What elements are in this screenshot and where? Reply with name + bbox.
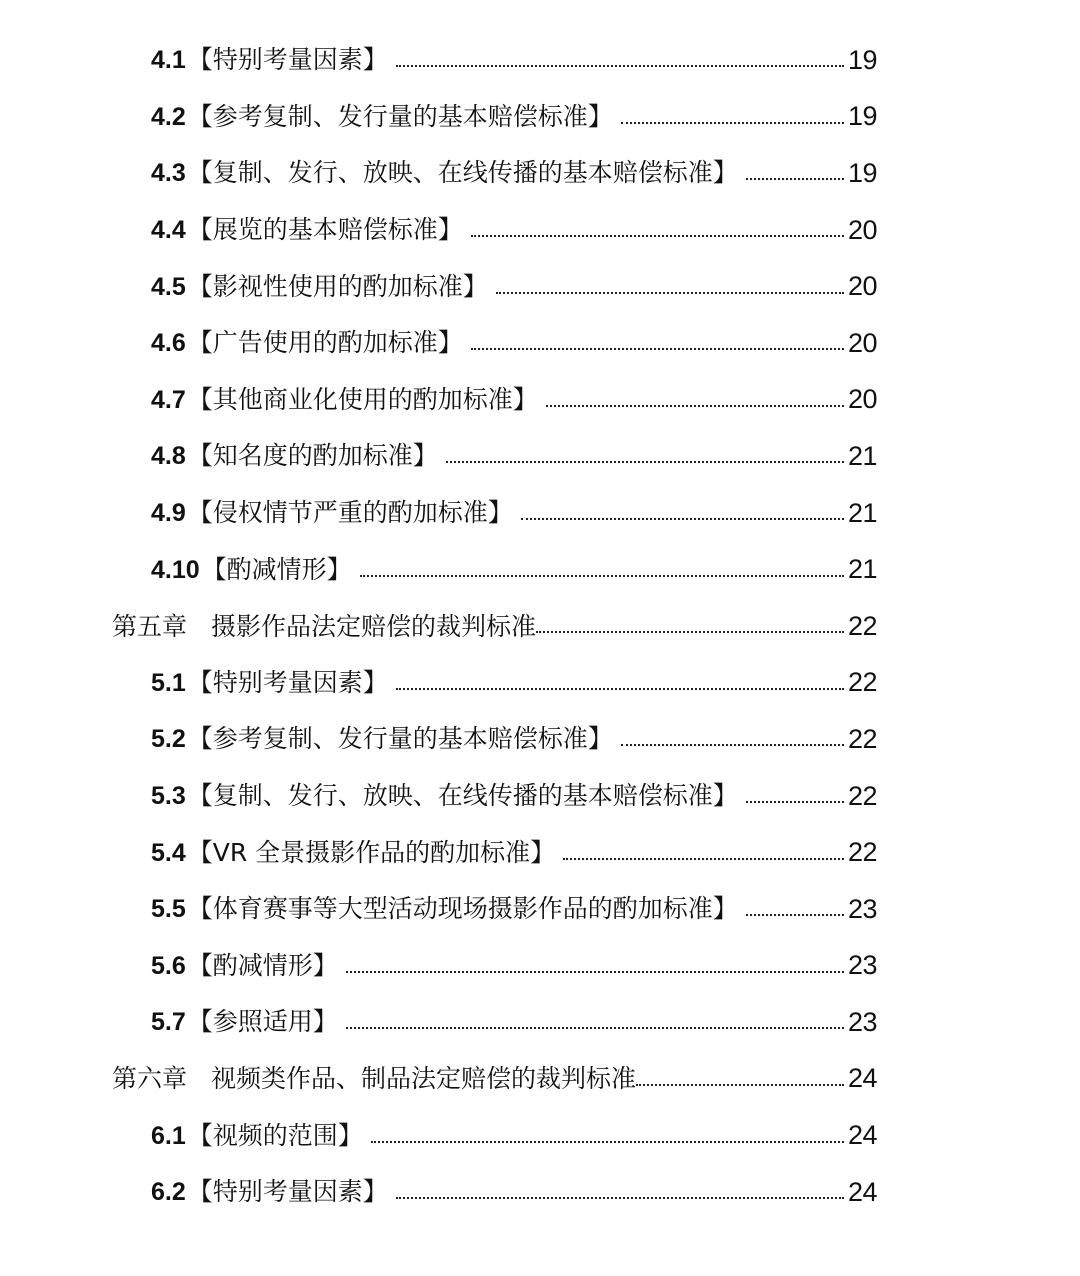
toc-entry-5-6[interactable]	[0, 938, 1080, 995]
toc-entry-page: 22	[848, 610, 878, 641]
toc-entry-label	[151, 1179, 388, 1205]
toc-entry-page: 23	[848, 893, 878, 924]
toc-entry-number: 5.3	[151, 782, 186, 811]
toc-entry-label	[112, 611, 537, 641]
toc-entry-5-1[interactable]	[0, 655, 1080, 712]
toc-entry-title: 【侵权情节严重的酌加标准】	[187, 498, 513, 528]
toc-entry-4-1[interactable]	[0, 32, 1080, 89]
dot-leader	[446, 461, 844, 463]
toc-entry-number: 6.1	[151, 1121, 186, 1150]
dot-leader	[636, 1084, 844, 1086]
table-of-contents	[0, 32, 1080, 1220]
toc-entry-label	[151, 1009, 338, 1035]
toc-entry-number: 5.5	[151, 895, 186, 924]
toc-chapter-number: 第六章	[112, 1064, 188, 1094]
toc-entry-page: 20	[848, 271, 878, 302]
toc-entry-number: 5.7	[151, 1008, 186, 1037]
dot-leader	[546, 405, 844, 407]
toc-entry-title: 【其他商业化使用的酌加标准】	[187, 384, 538, 414]
toc-entry-page: 21	[848, 554, 878, 585]
toc-entry-title: 【影视性使用的酌加标准】	[187, 271, 488, 301]
toc-entry-number: 5.4	[151, 838, 186, 867]
toc-entry-4-2[interactable]	[0, 89, 1080, 146]
toc-entry-number: 5.1	[151, 668, 186, 697]
toc-entry-number: 5.6	[151, 951, 186, 980]
toc-entry-number: 4.4	[151, 216, 186, 245]
dot-leader	[346, 1027, 844, 1029]
toc-entry-title: 【体育赛事等大型活动现场摄影作品的酌加标准】	[187, 894, 738, 924]
toc-entry-4-8[interactable]	[0, 428, 1080, 485]
toc-entry-title: 【复制、发行、放映、在线传播的基本赔偿标准】	[187, 781, 738, 811]
toc-entry-label	[151, 47, 388, 73]
toc-entry-number: 4.6	[151, 329, 186, 358]
toc-entry-number: 5.2	[151, 725, 186, 754]
toc-entry-5-5[interactable]	[0, 881, 1080, 938]
dot-leader	[346, 971, 844, 973]
toc-entry-title: 【视频的范围】	[187, 1120, 363, 1150]
toc-entry-page: 21	[848, 440, 878, 471]
toc-entry-page: 22	[848, 837, 878, 868]
toc-entry-label	[151, 726, 613, 752]
toc-entry-6-2[interactable]	[0, 1164, 1080, 1221]
toc-entry-label	[151, 950, 338, 980]
toc-entry-page: 19	[848, 157, 878, 188]
toc-entry-number: 6.2	[151, 1178, 186, 1207]
toc-entry-4-3[interactable]	[0, 145, 1080, 202]
toc-entry-5-4[interactable]	[0, 824, 1080, 881]
dot-leader	[563, 858, 844, 860]
toc-entry-page: 21	[848, 497, 878, 528]
toc-entry-label	[112, 1064, 637, 1094]
toc-entry-label	[151, 217, 463, 243]
toc-entry-title: 【参照适用】	[187, 1007, 338, 1037]
toc-entry-title: 【复制、发行、放映、在线传播的基本赔偿标准】	[187, 158, 738, 188]
toc-chapter-title: 视频类作品、制品法定赔偿的裁判标准	[211, 1064, 637, 1094]
dot-leader	[621, 122, 844, 124]
toc-entry-label	[151, 837, 556, 867]
toc-entry-page: 22	[848, 723, 878, 754]
toc-entry-label	[151, 500, 513, 526]
dot-leader	[536, 631, 844, 633]
toc-entry-label	[151, 667, 388, 697]
toc-chapter-title: 摄影作品法定赔偿的裁判标准	[211, 611, 537, 641]
toc-entry-title: 【酌减情形】	[187, 950, 338, 980]
toc-entry-number: 4.8	[151, 442, 186, 471]
toc-entry-page: 23	[848, 950, 878, 981]
toc-entry-number: 4.1	[151, 46, 186, 75]
toc-entry-label	[151, 554, 352, 584]
toc-entry-page: 20	[848, 327, 878, 358]
toc-entry-4-7[interactable]	[0, 372, 1080, 429]
toc-entry-title: 【知名度的酌加标准】	[187, 441, 438, 471]
dot-leader	[396, 65, 844, 67]
toc-entry-number: 4.2	[151, 102, 186, 131]
toc-entry-number: 4.7	[151, 385, 186, 414]
toc-entry-label	[151, 443, 438, 469]
toc-entry-title: 【特别考量因素】	[187, 45, 388, 75]
dot-leader	[471, 235, 844, 237]
toc-entry-label	[151, 1120, 363, 1150]
toc-entry-page: 24	[848, 1176, 878, 1207]
toc-entry-4-9[interactable]	[0, 485, 1080, 542]
toc-entry-page: 24	[848, 1063, 878, 1094]
toc-entry-page: 20	[848, 384, 878, 415]
toc-entry-page: 19	[848, 101, 878, 132]
dot-leader	[746, 801, 844, 803]
toc-entry-label	[151, 330, 463, 356]
toc-entry-page: 19	[848, 44, 878, 75]
dot-leader	[496, 292, 844, 294]
toc-entry-label	[151, 384, 538, 414]
dot-leader	[746, 178, 844, 180]
toc-entry-number: 4.5	[151, 272, 186, 301]
dot-leader	[621, 744, 844, 746]
toc-entry-5-2[interactable]	[0, 711, 1080, 768]
toc-entry-title: 【特别考量因素】	[187, 1177, 388, 1207]
toc-chapter-5[interactable]	[0, 598, 1080, 655]
toc-entry-label	[151, 783, 738, 809]
toc-entry-label	[151, 271, 488, 301]
toc-entry-title: 【VR 全景摄影作品的酌加标准】	[187, 837, 556, 867]
dot-leader	[360, 575, 844, 577]
dot-leader	[396, 1197, 844, 1199]
toc-chapter-6[interactable]	[0, 1051, 1080, 1108]
toc-entry-page: 20	[848, 214, 878, 245]
toc-entry-5-3[interactable]	[0, 768, 1080, 825]
dot-leader	[521, 518, 844, 520]
toc-entry-6-1[interactable]	[0, 1107, 1080, 1164]
toc-entry-title: 【酌减情形】	[201, 554, 352, 584]
toc-entry-title: 【广告使用的酌加标准】	[187, 328, 463, 358]
toc-entry-4-4[interactable]	[0, 202, 1080, 259]
dot-leader	[471, 348, 844, 350]
toc-entry-title: 【展览的基本赔偿标准】	[187, 215, 463, 245]
dot-leader	[371, 1141, 844, 1143]
toc-entry-4-6[interactable]	[0, 315, 1080, 372]
toc-entry-label	[151, 896, 738, 922]
toc-entry-page: 23	[848, 1006, 878, 1037]
toc-entry-title: 【参考复制、发行量的基本赔偿标准】	[187, 724, 613, 754]
toc-entry-title: 【参考复制、发行量的基本赔偿标准】	[187, 101, 613, 131]
toc-entry-label	[151, 160, 738, 186]
toc-entry-label	[151, 101, 613, 131]
dot-leader	[396, 688, 844, 690]
toc-entry-page: 24	[848, 1120, 878, 1151]
toc-entry-title: 【特别考量因素】	[187, 667, 388, 697]
toc-entry-page: 22	[848, 667, 878, 698]
toc-entry-5-7[interactable]	[0, 994, 1080, 1051]
toc-chapter-number: 第五章	[112, 611, 188, 641]
toc-entry-4-5[interactable]	[0, 258, 1080, 315]
toc-entry-number: 4.9	[151, 499, 186, 528]
toc-entry-number: 4.10	[151, 555, 200, 584]
toc-entry-4-10[interactable]	[0, 541, 1080, 598]
toc-entry-number: 4.3	[151, 159, 186, 188]
toc-entry-page: 22	[848, 780, 878, 811]
dot-leader	[746, 914, 844, 916]
